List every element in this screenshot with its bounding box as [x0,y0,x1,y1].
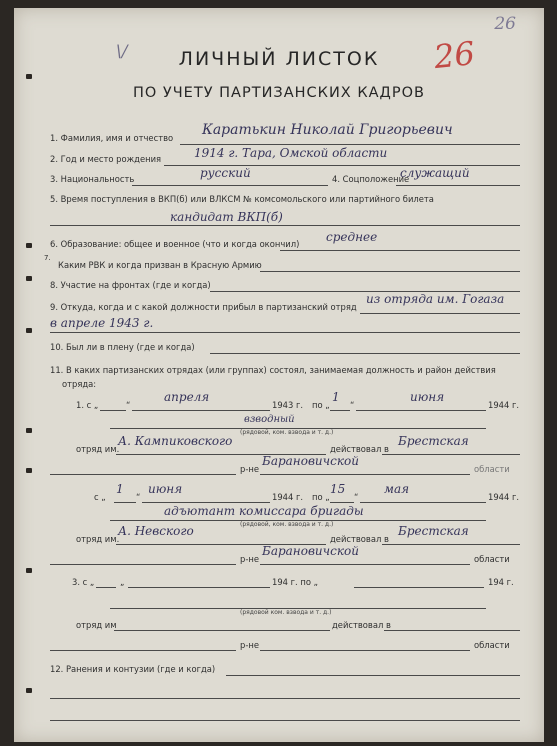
q10-label: 10. Был ли в плену (где и когда) [50,342,195,352]
e2-position: адъютант комиссара бригады [164,504,364,518]
q3-line [132,185,328,186]
e2-oblast: Брестская [398,524,469,538]
e2-year-b: 1944 г. [488,492,520,502]
e2-from-month: июня [148,482,183,496]
q9-value-1: из отряда им. Гогаза [366,292,505,306]
q5-label: 5. Время поступления в ВКП(б) или ВЛКСМ № комсомольского или партийного билета [50,194,434,204]
document-sheet: 26 \/ ЛИЧНЫЙ ЛИСТОК 26 ПО УЧЕТУ ПАРТИЗАНСКИХ КАДРОВ 1. Фамилия, имя и отчество Каратькин Николай Григорьевич 2. Год и место рождения 1914 г. Тара, Омской области 3. Национальность русский 4. Соцположение служащий 5. Время поступления в ВКП(б) или ВЛКСМ № комсомольского или партийного билета кандидат ВКП(б) 6. Образование: общее и военное (что и когда окончил) среднее 7. Каким РВК и когда призван в Красную Армию 8. Участие на фронтах (где и когда) 9. Откуда, когда и с какой должности прибыл в партизанский отряд из отряда им. Гогаза в апреле 1943 г. 10. Был ли в плену (где и когда) 11. В каких партизанских отрядах (или группах) состоял, занимаемая должность и район действия отряда: 1. с „ “ апреля 1943 г. по „ 1 “ июня 1944 г. взводный (рядовой, ком. взвода и т. д.) отряд им. А. Кампиковского действовал в Брестская р-не Барановичской области с „ 1 “ июня 1944 г. по „ 15 “ мая 1944 г. адъютант комиссара бригады (рядовой, ком. взвода и т. д.) отряд им. А. Невского действовал в Брестская р-не Барановичской области 3. с „ „ 194 г. по „ 194 г. (рядовой ком. взвода и т. д.) отряд им действовал в р-не области 12. Ранения и контузии (где и когда) [14,8,544,742]
q4-value: служащий [400,166,470,180]
red-annotation: 26 [432,33,477,77]
q6-value: среднее [326,230,378,244]
q7-label: Каким РВК и когда призван в Красную Армию [58,260,262,270]
page-number: 26 [494,14,516,34]
e1-to-day: 1 [332,390,340,404]
q6-label: 6. Образование: общее и военное (что и когда окончил) [50,239,300,249]
document-title: ЛИЧНЫЙ ЛИСТОК [178,48,380,70]
q6-line [280,250,520,251]
e2-to-day: 15 [330,482,346,496]
q1-value: Каратькин Николай Григорьевич [202,122,453,138]
q4-label: 4. Соцположение [332,174,410,184]
q1-label: 1. Фамилия, имя и отчество [50,133,174,143]
q10-line [210,353,520,354]
q9-label: 9. Откуда, когда и с какой должности прибыл в партизанский отряд [50,302,357,312]
e1-otryad: А. Кампиковского [118,434,233,448]
e2-rayon: Барановичской [262,544,359,558]
e1-year-b: 1944 г. [488,400,520,410]
check-mark: \/ [116,42,128,62]
q8-label: 8. Участие на фронтах (где и когда) [50,280,211,290]
q11-label-2: отряда: [62,379,97,389]
q9-line-2 [50,332,520,333]
document-subtitle: ПО УЧЕТУ ПАРТИЗАНСКИХ КАДРОВ [132,85,425,101]
q5-value: кандидат ВКП(б) [170,210,283,224]
e3-years: 194 г. по „ [272,577,318,587]
q4-line [396,185,520,186]
e1-position: взводный [244,414,295,425]
e3-prefix: 3. с „ [72,577,95,587]
e2-otryad: А. Невского [118,524,194,538]
q5-line [50,225,520,226]
q12-label: 12. Ранения и контузии (где и когда) [50,664,216,674]
q11-label-1: 11. В каких партизанских отрядах (или группах) состоял, занимаемая должность и район действия [50,365,496,375]
q2-label: 2. Год и место рождения [50,154,162,164]
e2-year-a: 1944 г. [272,492,304,502]
e2-to-month: мая [384,482,410,496]
e2-from-day: 1 [116,482,124,496]
e1-from-month: апреля [164,390,210,404]
q9-line-1 [360,313,520,314]
q3-value: русский [200,166,251,180]
q7-line [260,271,520,272]
q1-line [180,144,520,145]
e1-rayon: Барановичской [262,454,359,468]
e2-prefix: с „ [94,492,106,502]
q2-value: 1914 г. Тара, Омской области [194,146,388,160]
e1-to-month: июня [410,390,445,404]
e1-year-a: 1943 г. [272,400,304,410]
q3-label: 3. Национальность [50,174,135,184]
q9-value-2: в апреле 1943 г. [50,316,154,330]
q12-line [226,675,520,676]
e1-prefix: 1. с „ [76,400,99,410]
e1-oblast: Брестская [398,434,469,448]
